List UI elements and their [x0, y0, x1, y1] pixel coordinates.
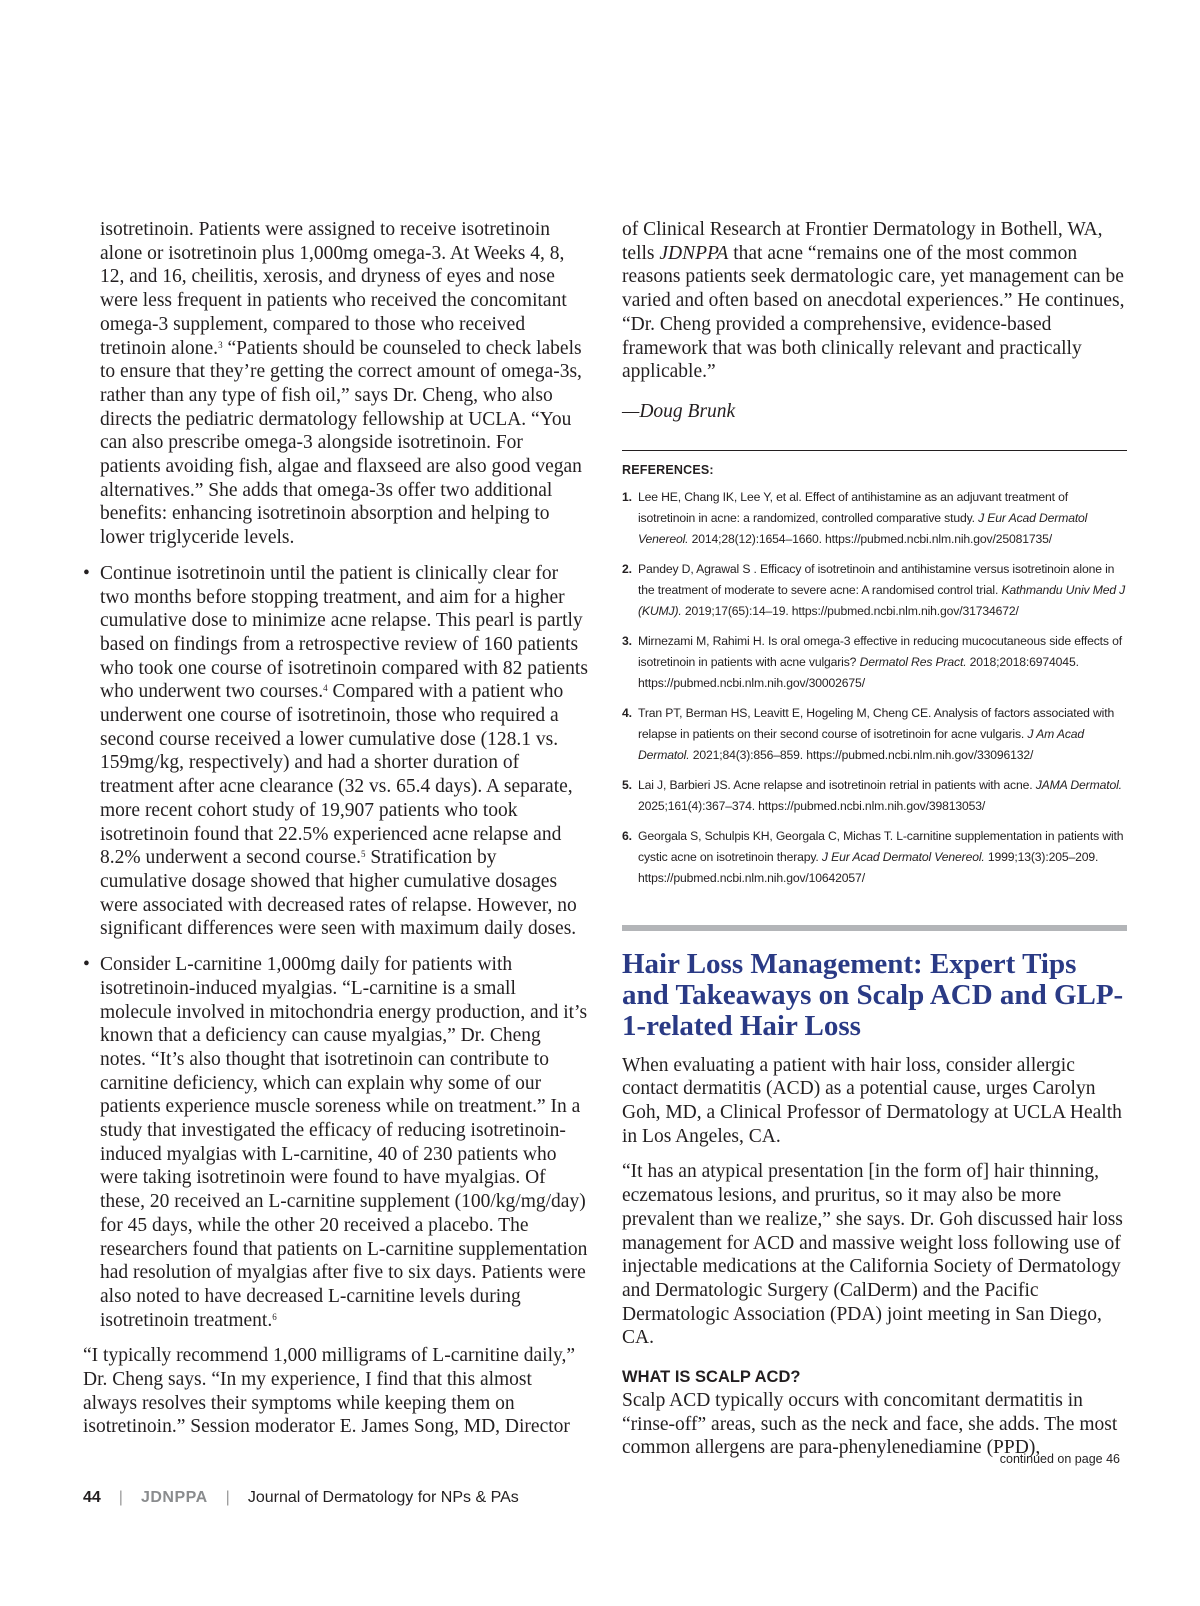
references-list [622, 487, 1127, 889]
byline: —Doug Brunk [622, 400, 736, 422]
right-column [622, 218, 1127, 1460]
article-title: Hair Loss Management: Expert Tips and Takeaways on Scalp ACD and GLP-1-related Hair Loss [622, 947, 1124, 1042]
reference-item: 6. Georgala S, Schulpis KH, Georgala C, Michas T. L-carnitine supplementation in patients with cystic acne on isotretinoin therapy. J Eur Acad Dermatol Venereol. 1999;13(3):205–209. https://pubmed.ncbi.nlm.nih.gov/10642057/ [622, 828, 1124, 885]
article-paragraph: When evaluating a patient with hair loss, consider allergic contact dermatitis (ACD) as a potential cause, urges Carolyn Goh, MD, a Clinical Professor of Dermatology at UCLA Health in Los Angeles, CA. [622, 1054, 1122, 1147]
reference-item: 2. Pandey D, Agrawal S . Efficacy of isotretinoin and antihistamine versus isotretinoin alone in the treatment of moderate to severe acne: A randomised control trial. Kathmandu Univ Med J (KUMJ). 2019;17(65):14–19. https://pubmed.ncbi.nlm.nih.gov/31734672/ [622, 561, 1126, 618]
article-paragraph: “It has an atypical presentation [in the form of] hair thinning, eczematous lesions, and pruritus, so it may also be more prevalent than we realize,” she says. Dr. Goh discussed hair loss management for ACD and massive weight loss following use of injectable medications at the California Society of Dermatology and Dermatologic Surgery (CalDerm) and the Pacific Dermatologic Association (PDA) joint meeting in San Diego, CA. [622, 1161, 1123, 1349]
reference-item: 5. Lai J, Barbieri JS. Acne relapse and isotretinoin retrial in patients with acne. JAMA Dermatol. 2025;161(4):367–374. https://pubmed.ncbi.nlm.nih.gov/39813053/ [622, 777, 1122, 813]
closing-paragraph: “I typically recommend 1,000 milligrams of L-carnitine daily,” Dr. Cheng says. “In my experience, I find that this almost always resolves their symptoms while keeping them on isotretinoin.” Session moderator E. James Song, MD, Director [83, 1345, 576, 1438]
footer-separator: | [118, 1489, 123, 1506]
page-footer [83, 1489, 519, 1507]
bullet-l-carnitine: • Consider L-carnitine 1,000mg daily for patients with isotretinoin-induced myalgias. “L-carnitine is a small molecule involved in mitochondria energy production, and it’s known that a deficiency can cause myalgias,” Dr. Cheng notes. “It’s also thought that isotretinoin can contribute to carnitine deficiency, which can explain why some of our patients experience muscle soreness while on treatment.” In a study that investigated the efficacy of reducing isotretinoin-induced myalgias with L-carnitine, 40 of 230 patients who were taking isotretinoin were found to have myalgias. Of these, 20 received an L-carnitine supplement (100/kg/mg/day) for 45 days, while the other 20 received a placebo. The researchers found that patients on L-carnitine supplementation had resolution of myalgias after five to six days. Patients were also noted to have decreased L-carnitine levels during isotretinoin treatment.$^6$ [83, 953, 588, 1332]
article-paragraph: Scalp ACD typically occurs with concomitant dermatitis in “rinse-off” areas, such as the neck and face, she adds. The most common allergens are para-phenylenediamine (PPD), [622, 1390, 1118, 1459]
article-divider [622, 925, 1127, 931]
continuation-paragraph: of Clinical Research at Frontier Dermatology in Bothell, WA, tells JDNPPA that acne “remains one of the most common reasons patients seek dermatologic care, yet management can be varied and often based on anecdotal experiences.” He continues, “Dr. Cheng provided a comprehensive, evidence-based framework that was both clinically relevant and practically applicable.” [622, 219, 1125, 383]
reference-item: 4. Tran PT, Berman HS, Leavitt E, Hogeling M, Cheng CE. Analysis of factors associated with relapse in patients on their second course of isotretinoin for acne vulgaris. J Am Acad Dermatol. 2021;84(3):856–859. https://pubmed.ncbi.nlm.nih.gov/33096132/ [622, 705, 1115, 762]
intro-paragraph: isotretinoin. Patients were assigned to receive isotretinoin alone or isotretinoin plus 1,000mg omega-3. At Weeks 4, 8, 12, and 16, cheilitis, xerosis, and dryness of eyes and nose were less frequent in patients who received the concomitant omega-3 supplement, compared to those who received tretinoin alone.$^3$ “Patients should be counseled to check labels to ensure that they’re getting the correct amount of omega-3s, rather than any type of fish oil,” says Dr. Cheng, who also directs the pediatric dermatology fellowship at UCLA. “You can also prescribe omega-3 alongside isotretinoin. For patients avoiding fish, algae and flaxseed are also good vegan alternatives.” She adds that omega-3s offer two additional benefits: enhancing isotretinoin absorption and helping to lower triglyceride levels. [100, 219, 582, 549]
section-subheading: WHAT IS SCALP ACD? [622, 1368, 801, 1387]
reference-item: 1. Lee HE, Chang IK, Lee Y, et al. Effect of antihistamine as an adjuvant treatment of isotretinoin in acne: a randomized, controlled comparative study. J Eur Acad Dermatol Venereol. 2014;28(12):1654–1660. https://pubmed.ncbi.nlm.nih.gov/25081735/ [622, 489, 1088, 546]
continued-note: continued on page 46 [999, 1452, 1120, 1466]
page-number: 44 [83, 1489, 101, 1506]
journal-name: Journal of Dermatology for NPs & PAs [247, 1489, 519, 1506]
references-divider [622, 450, 1127, 451]
left-column [83, 218, 588, 1439]
references-heading: REFERENCES: [622, 462, 714, 477]
reference-item: 3. Mirnezami M, Rahimi H. Is oral omega-3 effective in reducing mucocutaneous side effects of isotretinoin in patients with acne vulgaris? Dermatol Res Pract. 2018;2018:6974045. https://pubmed.ncbi.nlm.nih.gov/30002675/ [622, 633, 1122, 690]
bullet-isotretinoin-duration: • Continue isotretinoin until the patient is clinically clear for two months before stopping treatment, and aim for a higher cumulative dose to minimize acne relapse. This pearl is partly based on findings from a retrospective review of 160 patients who took one course of isotretinoin compared with 82 patients who underwent two courses.$^4$ Compared with a patient who underwent one course of isotretinoin, those who required a second course received a lower cumulative dose (128.1 vs. 159mg/kg, respectively) and had a shorter duration of treatment after acne clearance (32 vs. 65.4 days). A separate, more recent cohort study of 19,907 patients who took isotretinoin found that 22.5% experienced acne relapse and 8.2% underwent a second course.$^5$ Stratification by cumulative dosage showed that higher cumulative dosages were associated with decreased rates of relapse. However, no significant differences were seen with maximum daily doses. [83, 562, 588, 941]
footer-separator: | [225, 1489, 230, 1506]
journal-brand: JDNPPA [140, 1489, 208, 1506]
